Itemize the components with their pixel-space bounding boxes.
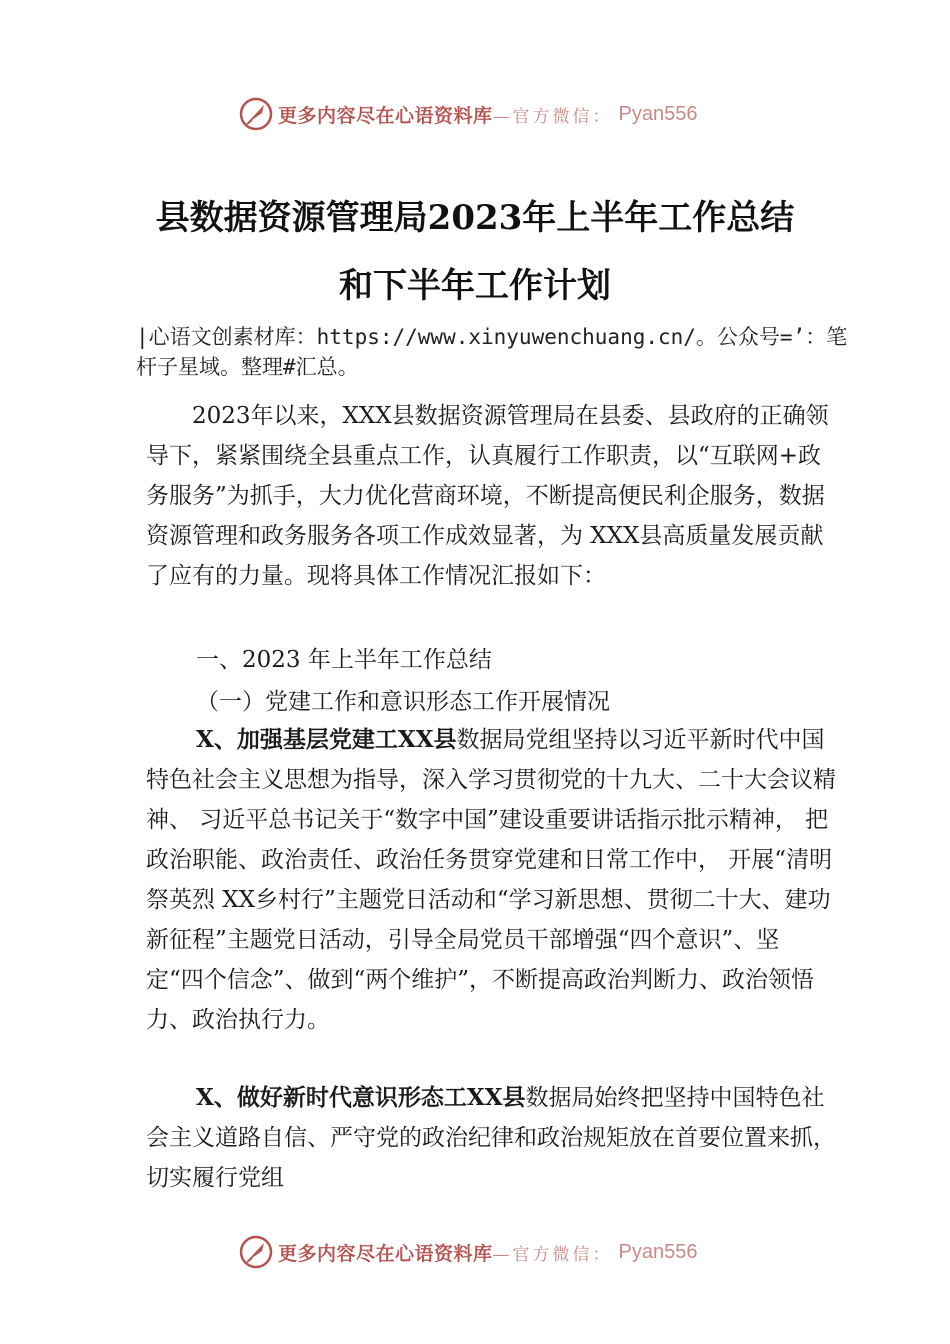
item2-lead: X、做好新时代意识形态工XX县 [196,1084,526,1111]
item1-body: 数据局党组坚持以习近平新时代中国特色社会主义思想为指导，深入学习贯彻党的十九大、二十大会议精神、 习近平总书记关于“数字中国”建设重要讲话指示批示精神， 把政治职能、政治责任、政治任务贯穿党建和日常工作中， 开展“清明祭英烈 XX乡村行”主题党日活动和“学习新思想、贯彻二十大、建功新征程”主题党日活动，引导全局党员干部增强“四个意识”、坚定“四个信念”、做到“两个维护”，不断提高政治判断力、政治领悟力、政治执行力。 [146,727,836,1033]
banner-sub-text: —官方微信： [492,106,613,127]
item1-lead: X、加强基层党建工XX县 [196,726,457,753]
item-ideology [146,1078,836,1198]
quill-logo-icon [238,96,274,132]
intro-paragraph: 2023年以来，XXX县数据资源管理局在县委、县政府的正确领导下，紧紧围绕全县重点工作，认真履行工作职责，以“互联网+政务服务”为抓手，大力优化营商环境，不断提高便民利企服务，数据资源管理和政务服务各项工作成效显著，为 XXX县高质量发展贡献了应有的力量。现将具体工作情况汇报如下： [146,403,829,589]
item-party-building [146,720,836,1040]
banner-main-text: 更多内容尽在心语资料库 [278,1242,493,1265]
quill-logo-icon [238,1234,274,1270]
banner-wechat-id: Pyan556 [618,1240,698,1263]
banner-sub-text: —官方微信： [492,1244,613,1265]
header-banner [238,96,697,132]
item2-body: 数据局始终把坚持中国特色社会主义道路自信、严守党的政治纪律和政治规矩放在首要位置来抓，切实履行党组 [146,1085,836,1191]
source-note: |心语文创素材库：https://www.xinyuwenchuang.cn/。公众号=’：笔杆子星域。整理#汇总。 [136,325,848,379]
section-heading: 一、2023 年上半年工作总结 [196,647,492,673]
document-title-line1: 县数据资源管理局2023年上半年工作总结 [155,198,795,238]
footer-banner [238,1234,697,1270]
document-title-line2: 和下半年工作计划 [339,266,611,306]
banner-wechat-id: Pyan556 [618,102,698,125]
subsection-heading: （一）党建工作和意识形态工作开展情况 [196,689,610,715]
banner-main-text: 更多内容尽在心语资料库 [278,104,493,127]
